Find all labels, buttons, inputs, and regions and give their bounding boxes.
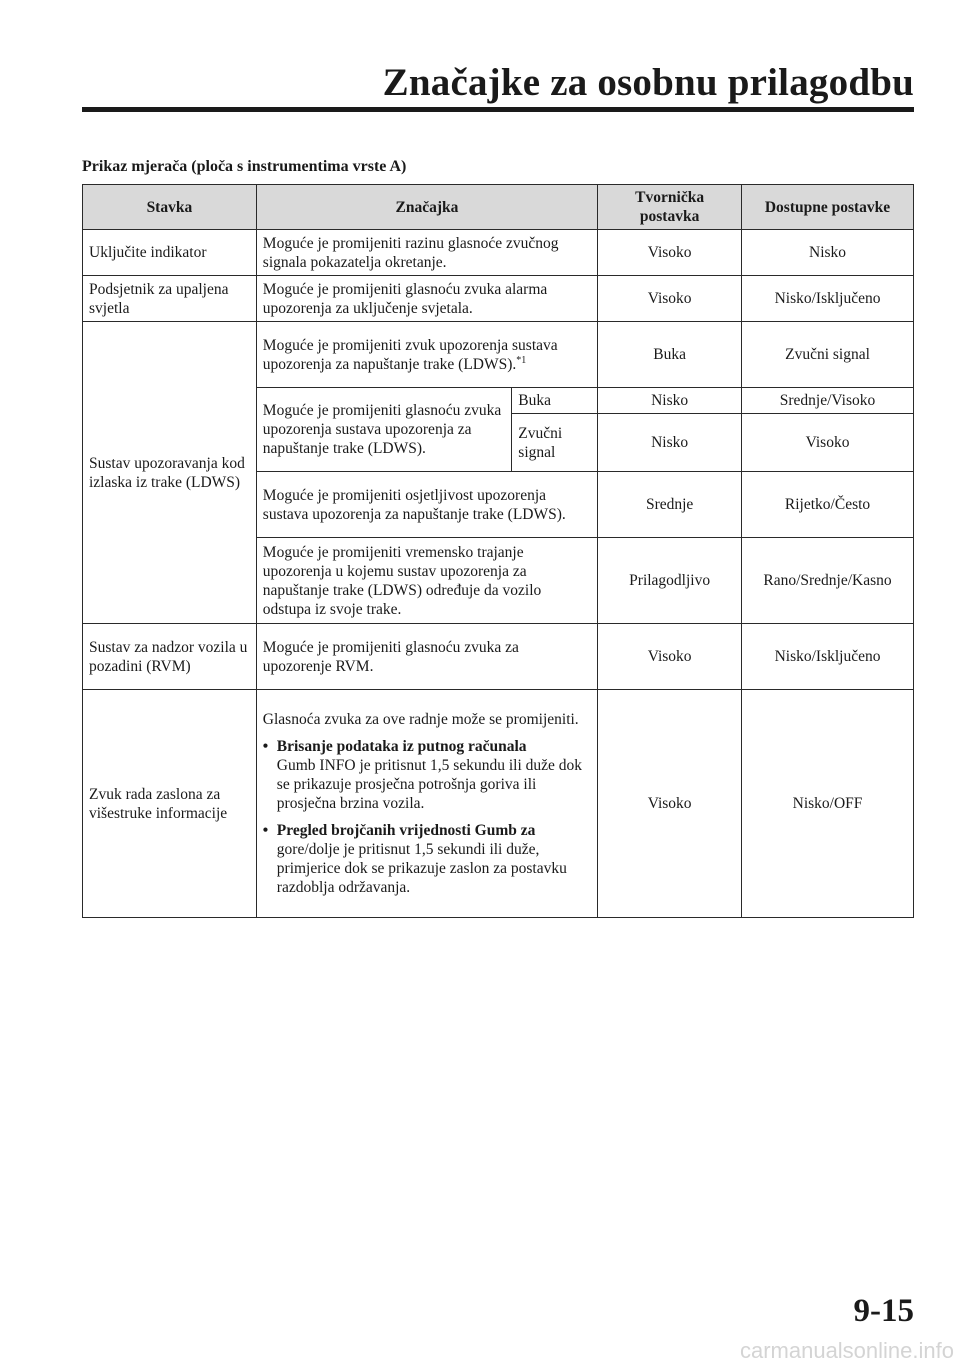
feature-cell: Moguće je promijeniti vremensko trajanje upozorenja u kojemu sustav upozorenja za napuštanje trake (LDWS) određuje da vozilo odstupa iz svoje trake. xyxy=(256,538,597,624)
bullet-item xyxy=(263,737,591,813)
item-cell: Sustav za nadzor vozila u pozadini (RVM) xyxy=(83,624,257,690)
available-cell: Zvučni signal xyxy=(742,322,914,388)
item-cell: Sustav upozoravanja kod izlaska iz trake (LDWS) xyxy=(83,322,257,624)
footnote-marker: *1 xyxy=(516,354,527,366)
table-header-row xyxy=(83,185,914,230)
feature-cell: Moguće je promijeniti osjetljivost upozorenja sustava upozorenja za napuštanje trake (LDWS). xyxy=(256,472,597,538)
bullet-icon: • xyxy=(262,822,269,839)
factory-cell: Prilagodljivo xyxy=(598,538,742,624)
item-cell: Podsjetnik za upaljena svjetla xyxy=(83,276,257,322)
bullet-text: Gumb INFO je pritisnut 1,5 sekundu ili duže dok se prikazuje prosječna potrošnja goriva ili prosječna brzina vozila. xyxy=(276,757,583,812)
feature-cell xyxy=(256,322,597,388)
header-factory-setting: Tvornička postavka xyxy=(598,185,742,230)
factory-cell: Nisko xyxy=(598,414,742,472)
watermark: carmanualsonline.info xyxy=(739,1338,954,1363)
factory-cell: Buka xyxy=(598,322,742,388)
bullet-body xyxy=(277,821,591,897)
available-cell: Rano/Srednje/Kasno xyxy=(742,538,914,624)
bullet-icon: • xyxy=(262,738,269,755)
subtype-cell: Buka xyxy=(512,388,598,414)
feature-cell xyxy=(256,690,597,918)
factory-cell: Visoko xyxy=(598,624,742,690)
subtype-cell: Zvučni signal xyxy=(512,414,598,472)
feature-cell: Moguće je promijeniti glasnoću zvuka za upozorenje RVM. xyxy=(256,624,597,690)
bullet-item xyxy=(263,821,591,897)
table-row xyxy=(83,690,914,918)
table-row xyxy=(83,624,914,690)
page-header-title: Značajke za osobnu prilagodbu xyxy=(382,61,914,104)
available-cell: Visoko xyxy=(742,414,914,472)
factory-cell: Visoko xyxy=(598,690,742,918)
available-cell: Nisko/Isključeno xyxy=(742,624,914,690)
table-caption: Prikaz mjerača (ploča s instrumentima vrste A) xyxy=(82,158,407,175)
feature-cell: Moguće je promijeniti glasnoću zvuka alarma upozorenja za uključenje svjetala. xyxy=(256,276,597,322)
feature-cell: Moguće je promijeniti glasnoću zvuka upozorenja sustava upozorenja za napuštanje trake (LDWS). xyxy=(256,388,512,472)
bullet-text: gore/dolje je pritisnut 1,5 sekundi ili duže, primjerice dok se prikazuje zaslon za postavku razdoblja održavanja. xyxy=(276,841,567,896)
bullet-title: Pregled brojčanih vrijednosti Gumb za xyxy=(276,822,536,839)
feature-text: Moguće je promijeniti zvuk upozorenja sustava upozorenja za napuštanje trake (LDWS). xyxy=(262,336,558,373)
feature-intro: Glasnoća zvuka za ove radnje može se promijeniti. xyxy=(262,711,579,728)
header-item: Stavka xyxy=(83,185,257,230)
factory-cell: Nisko xyxy=(598,388,742,414)
bullet-title: Brisanje podataka iz putnog računala xyxy=(276,738,527,755)
bullet-body xyxy=(277,737,591,813)
factory-cell: Visoko xyxy=(598,276,742,322)
header-feature: Značajka xyxy=(256,185,597,230)
available-cell: Rijetko/Često xyxy=(742,472,914,538)
page-number: 9-15 xyxy=(853,1293,914,1329)
factory-cell: Srednje xyxy=(598,472,742,538)
available-cell: Nisko/Isključeno xyxy=(742,276,914,322)
table-row xyxy=(83,322,914,388)
header-available-settings: Dostupne postavke xyxy=(742,185,914,230)
table-row xyxy=(83,230,914,276)
available-cell: Nisko xyxy=(742,230,914,276)
available-cell: Nisko/OFF xyxy=(742,690,914,918)
factory-cell: Visoko xyxy=(598,230,742,276)
feature-cell: Moguće je promijeniti razinu glasnoće zvučnog signala pokazatelja okretanje. xyxy=(256,230,597,276)
settings-table xyxy=(82,184,914,918)
header-rule xyxy=(82,107,914,112)
table-row xyxy=(83,276,914,322)
item-cell: Zvuk rada zaslona za višestruke informacije xyxy=(83,690,257,918)
available-cell: Srednje/Visoko xyxy=(742,388,914,414)
item-cell: Uključite indikator xyxy=(83,230,257,276)
